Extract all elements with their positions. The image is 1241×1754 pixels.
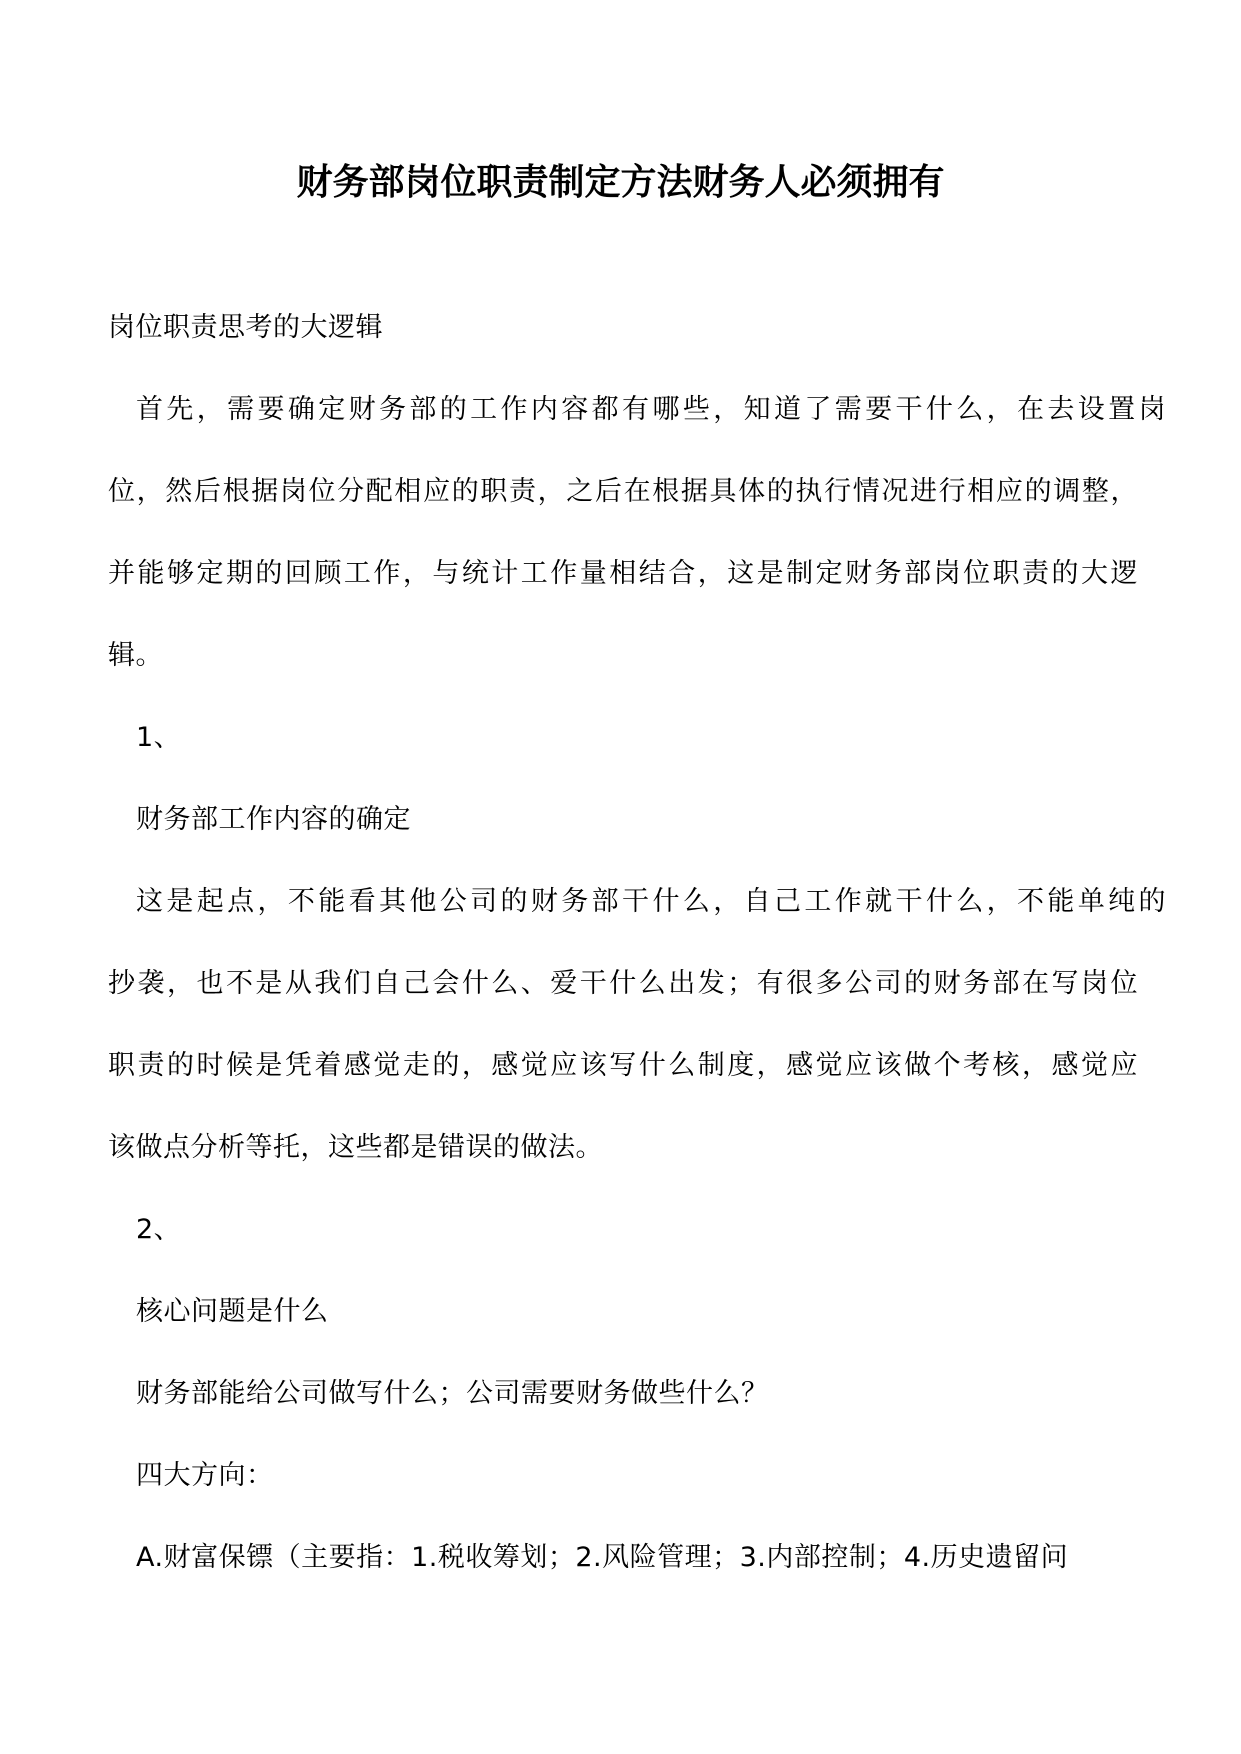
document-body	[108, 306, 1166, 1618]
list-item-title: 核心问题是什么	[136, 1296, 329, 1327]
document-title: 财务部岗位职责制定方法财务人必须拥有	[296, 161, 945, 203]
directions-label: 四大方向：	[136, 1460, 274, 1491]
paragraph-line: 抄袭，也不是从我们自己会什么、爱干什么出发；有很多公司的财务部在写岗位	[108, 968, 1138, 999]
direction-a-line: A.财富保镖（主要指：1.税收筹划；2.风险管理；3.内部控制；4.历史遗留问	[136, 1542, 1069, 1573]
list-number: 2、	[136, 1214, 182, 1245]
list-number: 1、	[136, 722, 182, 753]
section-heading: 岗位职责思考的大逻辑	[108, 312, 383, 343]
paragraph-line: 辑。	[108, 640, 163, 671]
paragraph-line: 职责的时候是凭着感觉走的，感觉应该写什么制度，感觉应该做个考核，感觉应	[108, 1050, 1138, 1081]
paragraph-line: 首先，需要确定财务部的工作内容都有哪些，知道了需要干什么，在去设置岗	[136, 394, 1166, 425]
paragraph-line: 并能够定期的回顾工作，与统计工作量相结合，这是制定财务部岗位职责的大逻	[108, 558, 1138, 589]
paragraph-line: 该做点分析等托，这些都是错误的做法。	[108, 1132, 603, 1163]
paragraph-line: 这是起点，不能看其他公司的财务部干什么，自己工作就干什么，不能单纯的	[136, 886, 1166, 917]
list-item-title: 财务部工作内容的确定	[136, 804, 411, 835]
paragraph-line: 位，然后根据岗位分配相应的职责，之后在根据具体的执行情况进行相应的调整，	[108, 476, 1138, 507]
question-line: 财务部能给公司做写什么；公司需要财务做些什么？	[136, 1378, 769, 1409]
